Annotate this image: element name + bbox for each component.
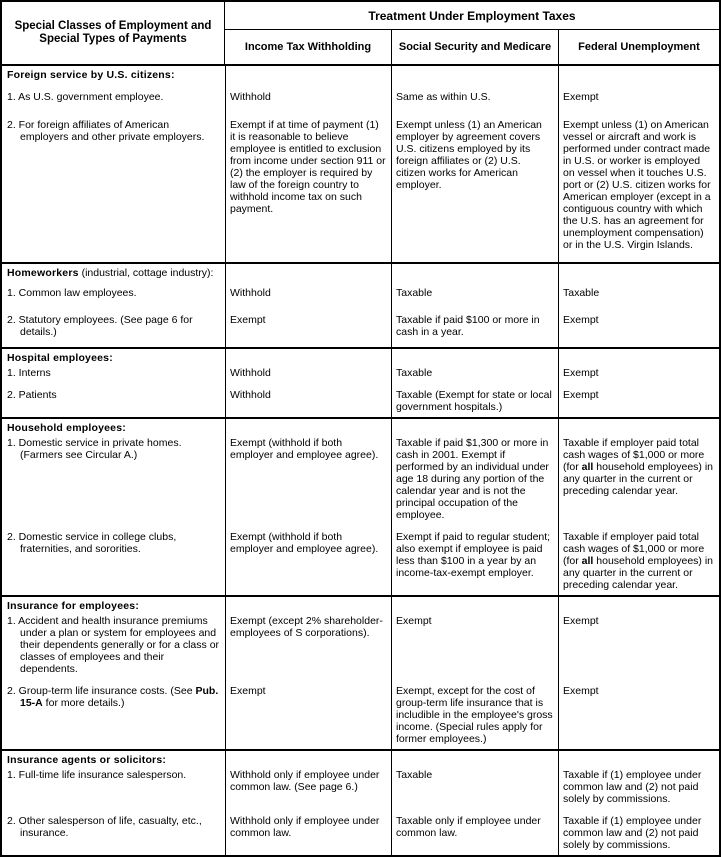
row-item: 1. Full-time life insurance salesperson. <box>7 769 187 781</box>
section <box>2 749 719 855</box>
cell-income-tax-withholding: Exempt <box>230 685 266 697</box>
cell-income-tax-withholding: Exempt <box>230 314 266 326</box>
cell-social-security-medicare: Exempt <box>396 615 432 627</box>
row-item: 1. Accident and health insurance premiums under a plan or system for employees and their dependents generally or for a class or classes of employees and their dependents. <box>7 615 220 675</box>
cell-federal-unemployment: Exempt <box>563 389 599 401</box>
row-item: 1. Common law employees. <box>7 287 137 299</box>
section <box>2 262 719 347</box>
tax-column-headers <box>225 30 719 64</box>
row-item: 2. Statutory employees. (See page 6 for details.) <box>7 314 193 338</box>
treatment-header: Treatment Under Employment Taxes <box>225 2 719 30</box>
cell-income-tax-withholding: Exempt (withhold if both employer and employee agree). <box>230 531 379 555</box>
row-item: 2. For foreign affiliates of American employers and other private employers. <box>7 119 205 144</box>
cell-social-security-medicare: Taxable if paid $1,300 or more in cash in 2001. Exempt if performed by an individual under age 18 during any portion of the calendar year and is not the principal occupation of the employee. <box>396 437 549 521</box>
section-title: Household employees: <box>7 422 126 434</box>
row-item: 2. Group-term life insurance costs. (See Pub. 15-A for more details.) <box>7 685 219 709</box>
cell-social-security-medicare: Same as within U.S. <box>396 90 491 103</box>
section <box>2 417 719 595</box>
row-item: 2. Patients <box>7 389 57 401</box>
cell-income-tax-withholding: Exempt (except 2% shareholder-employees of S corporations). <box>230 615 383 639</box>
cell-social-security-medicare: Taxable <box>396 367 433 379</box>
row-item: 2. Other salesperson of life, casualty, etc., insurance. <box>7 815 202 839</box>
cell-income-tax-withholding: Withhold <box>230 287 271 299</box>
cell-income-tax-withholding: Exempt if at time of payment (1) it is reasonable to believe employee is entitled to exclusion from income under section 911 or (2) the employer is required by law of the foreign country to withhold income tax on such payment. <box>230 119 386 216</box>
cell-income-tax-withholding: Withhold <box>230 389 271 401</box>
cell-income-tax-withholding: Withhold <box>230 367 271 379</box>
column-header-income-tax-withholding: Income Tax Withholding <box>244 40 372 53</box>
cell-social-security-medicare: Taxable <box>396 769 433 781</box>
cell-social-security-medicare: Exempt unless (1) an American employer by agreement covers U.S. citizens employed by its foreign affiliates or (2) U.S. citizen works for American employer. <box>396 119 542 192</box>
cell-federal-unemployment: Exempt <box>563 314 599 326</box>
cell-federal-unemployment: Exempt <box>563 685 599 697</box>
cell-social-security-medicare: Taxable (Exempt for state or local government hospitals.) <box>396 389 552 413</box>
section-title: Insurance agents or solicitors: <box>7 754 167 766</box>
cell-social-security-medicare: Exempt, except for the cost of group-term life insurance that is includible in the employee's gross income. (Special rules apply for former employees.) <box>396 685 553 745</box>
section-title: Hospital employees: <box>7 352 113 364</box>
section-title: Insurance for employees: <box>7 600 140 612</box>
column-header-social-security-medicare: Social Security and Medicare <box>391 30 558 64</box>
column-header-federal-unemployment: Federal Unemployment <box>558 30 719 64</box>
table-body <box>2 66 719 855</box>
cell-social-security-medicare: Taxable only if employee under common law. <box>396 815 541 839</box>
cell-federal-unemployment: Exempt <box>563 90 599 103</box>
cell-federal-unemployment: Exempt unless (1) on American vessel or aircraft and work is performed under contract made in U.S. or worker is employed on vessel when it touches U.S. port or (2) U.S. citizen works for American employer (except in a contiguous country with which the U.S. has an agreement for unemployment compensation) or in the U.S. Virgin Islands. <box>563 119 711 252</box>
cell-social-security-medicare: Exempt if paid to regular student; also exempt if employee is paid less than $100 in a year by an income-tax-exempt employer. <box>396 531 551 579</box>
cell-social-security-medicare: Taxable if paid $100 or more in cash in a year. <box>396 314 540 338</box>
cell-federal-unemployment: Taxable if (1) employee under common law and (2) not paid solely by commissions. <box>563 815 702 851</box>
cell-federal-unemployment: Taxable if employer paid total cash wages of $1,000 or more (for all household employees) in any quarter in the current or preceding calendar year. <box>563 531 714 591</box>
section-title: Homeworkers (industrial, cottage industry): <box>7 267 214 279</box>
cell-federal-unemployment: Taxable <box>563 287 600 299</box>
cell-income-tax-withholding: Withhold <box>230 90 271 103</box>
section-title: Foreign service by U.S. citizens: <box>7 69 175 81</box>
table-header <box>2 2 719 66</box>
cell-federal-unemployment: Exempt <box>563 615 599 627</box>
row-item: 2. Domestic service in college clubs, fraternities, and sororities. <box>7 531 177 555</box>
row-item: 1. Interns <box>7 367 51 379</box>
cell-income-tax-withholding: Exempt (withhold if both employer and employee agree). <box>230 437 379 461</box>
section <box>2 347 719 417</box>
cell-income-tax-withholding: Withhold only if employee under common law. (See page 6.) <box>230 769 380 793</box>
cell-income-tax-withholding: Withhold only if employee under common law. <box>230 815 380 839</box>
section <box>2 66 719 262</box>
cell-social-security-medicare: Taxable <box>396 287 433 299</box>
section <box>2 595 719 749</box>
treatment-header-group <box>225 2 719 64</box>
cell-federal-unemployment: Exempt <box>563 367 599 379</box>
cell-federal-unemployment: Taxable if (1) employee under common law and (2) not paid solely by commissions. <box>563 769 702 805</box>
special-classes-header: Special Classes of Employment and Special Types of Payments <box>2 2 225 64</box>
row-item: 1. Domestic service in private homes. (Farmers see Circular A.) <box>7 437 182 461</box>
row-item: 1. As U.S. government employee. <box>7 90 164 103</box>
cell-federal-unemployment: Taxable if employer paid total cash wages of $1,000 or more (for all household employees) in any quarter in the current or preceding calendar year. <box>563 437 714 497</box>
